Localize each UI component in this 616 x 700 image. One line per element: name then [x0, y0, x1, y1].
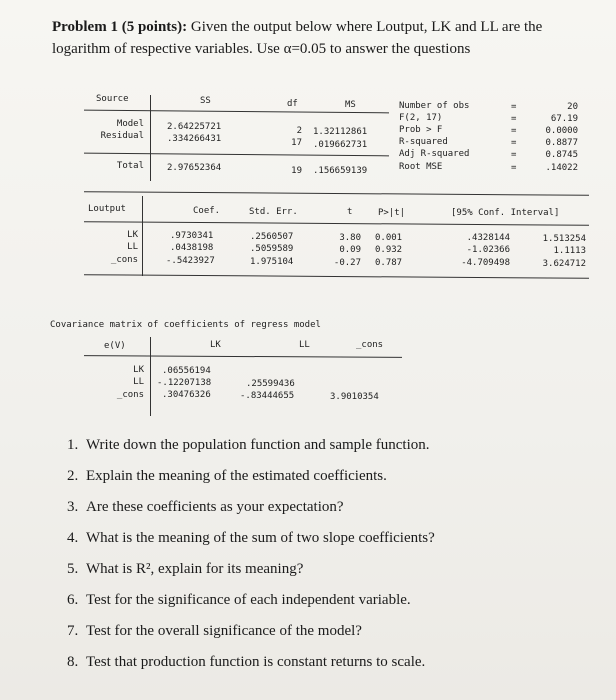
coef-row-ci-lo: -4.709498 — [461, 258, 510, 268]
anova-stat-value: 0.8877 — [545, 138, 578, 148]
anova-header-ss: SS — [200, 96, 211, 106]
anova-stat-label: Prob > F — [399, 125, 443, 135]
anova-row-ss: 2.97652364 — [167, 163, 222, 173]
cov-cell: .30476326 — [162, 390, 211, 400]
anova-row-source: Total — [116, 161, 144, 171]
question-item: 1. Write down the population function and sample function. — [82, 430, 602, 461]
coef-row-var: _cons — [110, 255, 138, 265]
anova-header-source: Source — [96, 94, 129, 104]
cov-row-label: _cons — [116, 390, 144, 400]
coef-row-coef: .9730341 — [170, 231, 214, 241]
problem-label: Problem 1 (5 points): — [52, 19, 188, 35]
anova-stat-eq: = — [511, 163, 517, 173]
question-item: 2. Explain the meaning of the estimated coefficients. — [82, 461, 602, 492]
cov-cell: -.83444655 — [240, 391, 295, 401]
anova-row-ms: 1.32112861 — [313, 127, 368, 137]
coef-header-p: P>|t| — [378, 208, 406, 218]
coef-header-coef: Coef. — [193, 206, 221, 216]
coef-row-var: LL — [127, 242, 138, 252]
coef-row-se: .5059589 — [250, 244, 294, 254]
anova-stat-eq: = — [511, 126, 517, 136]
anova-row-ms: .156659139 — [313, 166, 368, 176]
anova-stat-label: Number of obs — [399, 101, 470, 111]
anova-stat-eq: = — [511, 138, 517, 148]
cov-title: Covariance matrix of coefficients of regress model — [50, 320, 321, 330]
coef-row-ci-hi: 1.1113 — [553, 246, 586, 256]
anova-stat-value: 67.19 — [550, 114, 578, 124]
coef-row-ci-hi: 3.624712 — [542, 259, 586, 269]
anova-header-rule — [84, 110, 389, 114]
cov-header: LK — [210, 340, 221, 350]
problem-heading — [52, 16, 592, 60]
question-item: 6. Test for the significance of each independent variable. — [82, 585, 602, 616]
anova-stat-eq: = — [511, 102, 517, 112]
coef-row-coef: -.5423927 — [166, 256, 215, 266]
cov-cell: -.12207138 — [157, 378, 212, 388]
coef-row-coef: .0438198 — [170, 243, 214, 253]
cov-corner: e(V) — [104, 341, 126, 351]
problem-text: Given the output below where Loutput, LK and LL are the logarithm of respective variables. Use α=0.05 to answer the questions — [52, 19, 543, 57]
anova-row-source: Model — [116, 119, 144, 129]
anova-row-ms: .019662731 — [313, 140, 368, 150]
coef-vertical-rule — [142, 196, 143, 276]
coef-row-ci-lo: .4328144 — [466, 233, 510, 243]
question-item: 5. What is R², explain for its meaning? — [82, 554, 602, 585]
anova-stat-eq: = — [511, 114, 517, 124]
anova-row-ss: 2.64225721 — [167, 122, 222, 132]
cov-header: LL — [299, 340, 310, 350]
cov-row-label: LL — [133, 377, 144, 387]
coef-row-se: .2560507 — [250, 232, 294, 242]
anova-stat-label: Root MSE — [399, 162, 443, 172]
anova-stat-value: 20 — [567, 102, 578, 112]
coef-row-p: 0.001 — [375, 233, 403, 243]
coef-header-rule — [84, 221, 589, 226]
question-item: 7. Test for the overall significance of the model? — [82, 616, 602, 647]
anova-header-df: df — [287, 99, 298, 109]
anova-row-ss: .334266431 — [167, 134, 222, 144]
anova-header-ms: MS — [345, 100, 356, 110]
coef-header-t: t — [347, 207, 353, 217]
anova-stat-value: 0.8745 — [545, 150, 578, 160]
anova-stat-value: .14022 — [545, 163, 578, 173]
cov-cell: .25599436 — [246, 379, 295, 389]
anova-stat-value: 0.0000 — [545, 126, 578, 136]
anova-row-df: 17 — [291, 138, 302, 148]
coef-header-var: Loutput — [88, 204, 126, 214]
coef-row-p: 0.787 — [375, 258, 403, 268]
anova-stat-eq: = — [511, 150, 517, 160]
cov-vertical-rule — [150, 337, 151, 416]
coef-header-ci: [95% Conf. Interval] — [451, 208, 560, 218]
cov-header: _cons — [356, 340, 384, 350]
coef-bottom-rule — [84, 274, 589, 279]
coef-top-rule — [84, 191, 589, 196]
anova-row-df: 2 — [296, 126, 302, 136]
anova-total-rule — [84, 153, 389, 157]
anova-stat-label: F(2, 17) — [399, 113, 443, 123]
coef-row-se: 1.975104 — [250, 257, 294, 267]
coef-row-var: LK — [127, 230, 138, 240]
coef-row-ci-lo: -1.02366 — [466, 245, 510, 255]
cov-row-label: LK — [133, 365, 144, 375]
coef-row-t: 0.09 — [339, 245, 361, 255]
coef-header-se: Std. Err. — [249, 207, 298, 217]
cov-header-rule — [84, 355, 402, 358]
coef-row-t: 3.80 — [339, 233, 361, 243]
anova-vertical-rule — [150, 95, 151, 181]
question-item: 3. Are these coefficients as your expectation? — [82, 492, 602, 523]
coef-row-t: -0.27 — [333, 258, 361, 268]
coef-row-p: 0.932 — [375, 245, 403, 255]
cov-cell: .06556194 — [162, 366, 211, 376]
anova-stat-label: R-squared — [399, 137, 448, 147]
cov-cell: 3.9010354 — [330, 392, 379, 402]
question-list — [58, 430, 602, 678]
anova-row-df: 19 — [291, 166, 302, 176]
question-item: 4. What is the meaning of the sum of two slope coefficients? — [82, 523, 602, 554]
coef-row-ci-hi: 1.513254 — [542, 234, 586, 244]
question-item: 8. Test that production function is constant returns to scale. — [82, 647, 602, 678]
anova-row-source: Residual — [100, 131, 144, 141]
anova-stat-label: Adj R-squared — [399, 149, 470, 159]
